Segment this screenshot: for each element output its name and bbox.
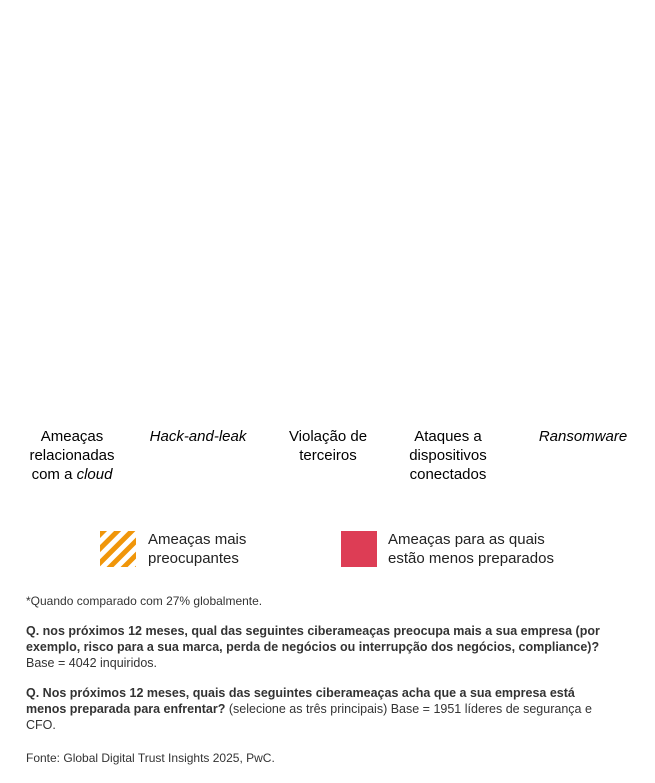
legend-swatch-orange-stripes (100, 531, 136, 567)
category-label-violacao: Violação de terceiros (288, 428, 368, 464)
source-note: Fonte: Global Digital Trust Insights 2025, PwC. (26, 751, 275, 765)
footnote: *Quando comparado com 27% globalmente. (26, 594, 263, 608)
question-1: Q. nos próximos 12 meses, qual das seguintes ciberameaças preocupa mais a sua empresa (por exemplo, risco para a sua marca, perda de negócios ou interrupção dos negócios, compliance)? Base = 4042 inquiridos. (26, 624, 600, 670)
question-2: Q. Nos próximos 12 meses, quais das seguintes ciberameaças acha que a sua empresa está menos preparada para enfrentar? (selecione as três principais) Base = 1951 líderes de segurança e CFO. (26, 686, 592, 732)
legend-swatch-red (341, 531, 377, 567)
category-label-ransomware: Ransomware (538, 428, 628, 445)
category-label-dispositivos: Ataques a dispositivos conectados (409, 428, 487, 483)
legend-label-least-prepared: Ameaças para as quais estão menos preparados (388, 531, 554, 567)
category-label-hack-and-leak: Hack-and-leak (149, 428, 247, 445)
category-label-cloud: Ameaças relacionadas com a cloud (29, 428, 115, 483)
legend-label-most-concerning: Ameaças mais preocupantes (148, 531, 247, 567)
